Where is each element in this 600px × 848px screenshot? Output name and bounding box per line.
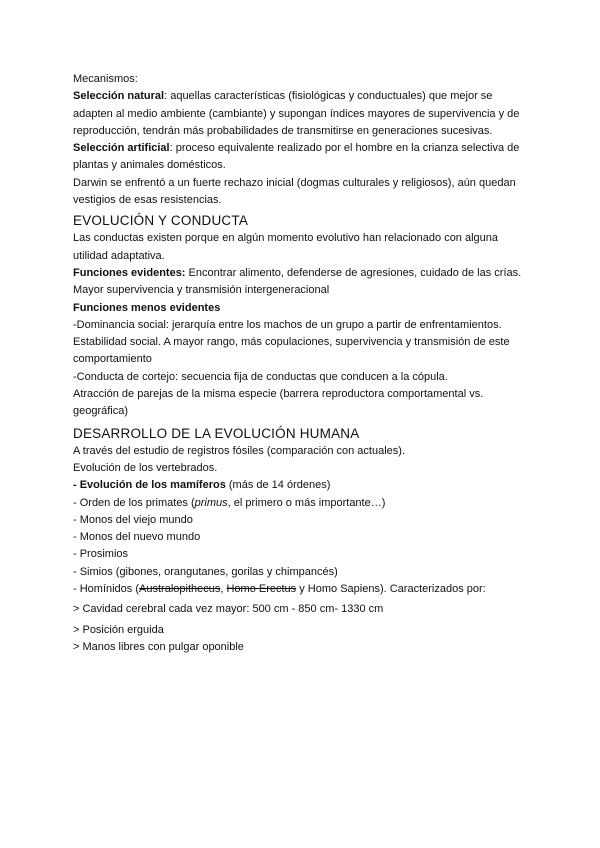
darwin-paragraph: Darwin se enfrentó a un fuerte rechazo inicial (dogmas culturales y religiosos), aún quedan vestigios de esas resistencias. (73, 176, 516, 207)
evolucion-conducta-heading: EVOLUCIÓN Y CONDUCTA (73, 213, 249, 229)
document-body (73, 71, 533, 656)
hominidos-line: - Homínidos (Australopithecus, Homo Erectus y Homo Sapiens). Caracterizados por: (73, 583, 486, 596)
posicion-erguida-line: > Posición erguida (73, 623, 164, 636)
atraccion-parejas-paragraph: Atracción de parejas de la misma especie (barrera reproductora comportamental vs. geográfica) (73, 388, 484, 418)
homo-erectus-strikethrough: Homo Erectus (226, 583, 297, 596)
seleccion-natural-label: Selección natural (73, 90, 165, 103)
funciones-menos-evidentes-label: Funciones menos evidentes (73, 301, 221, 314)
primates-line: - Orden de los primates (primus, el primero o más importante…) (73, 496, 386, 509)
funciones-evidentes-text: Encontrar alimento, defenderse de agresiones, cuidado de las crías. (185, 266, 522, 279)
vertebrados-line: Evolución de los vertebrados. (73, 461, 218, 474)
manos-libres-line: > Manos libres con pulgar oponible (73, 640, 244, 653)
conductas-intro: Las conductas existen porque en algún momento evolutivo han relacionado con alguna utilidad adaptativa. (73, 232, 499, 262)
simios-line: - Simios (gibones, orangutanes, gorilas y chimpancés) (73, 565, 338, 578)
monos-viejo-mundo-line: - Monos del viejo mundo (73, 513, 193, 526)
seleccion-artificial-paragraph (73, 140, 533, 175)
funciones-evidentes-paragraph (73, 265, 533, 282)
australopithecus-strikethrough: Australopithecus (139, 583, 221, 596)
cavidad-cerebral-line: > Cavidad cerebral cada vez mayor: 500 cm - 850 cm- 1330 cm (73, 603, 384, 616)
prosimios-line: - Prosimios (73, 548, 129, 561)
conducta-cortejo-line: -Conducta de cortejo: secuencia fija de conductas que conducen a la cópula. (73, 370, 448, 383)
estabilidad-social-paragraph: Estabilidad social. A mayor rango, más copulaciones, supervivencia y transmisión de este comportamiento (73, 336, 510, 366)
dominancia-social-line: -Dominancia social: jerarquía entre los machos de un grupo a partir de enfrentamientos. (73, 318, 502, 331)
mayor-supervivencia-line: Mayor supervivencia y transmisión intergeneracional (73, 284, 330, 297)
registros-fosiles-line: A través del estudio de registros fósiles (comparación con actuales). (73, 444, 405, 457)
seleccion-artificial-text: : proceso equivalente realizado por el hombre en la crianza selectiva de plantas y animales domésticos. (73, 142, 520, 172)
primus-italic: primus (194, 496, 228, 509)
seleccion-natural-text: : aquellas características (fisiológicas y conductuales) que mejor se adapten al medio ambiente (cambiante) y supongan índices mayores de supervivencia y de reproducción, tendrán más probabilidades de transmitirse en generaciones sucesivas. (73, 90, 520, 137)
desarrollo-evolucion-heading: DESARROLLO DE LA EVOLUCIÓN HUMANA (73, 425, 360, 441)
funciones-evidentes-label: Funciones evidentes: (73, 266, 186, 279)
seleccion-artificial-label: Selección artificial (73, 142, 170, 155)
seleccion-natural-paragraph (73, 88, 533, 140)
mamiferos-line (73, 477, 533, 494)
mamiferos-label: - Evolución de los mamíferos (73, 479, 226, 492)
mamiferos-text: (más de 14 órdenes) (225, 479, 331, 492)
mecanismos-heading: Mecanismos: (73, 73, 138, 85)
monos-nuevo-mundo-line: - Monos del nuevo mundo (73, 531, 201, 544)
